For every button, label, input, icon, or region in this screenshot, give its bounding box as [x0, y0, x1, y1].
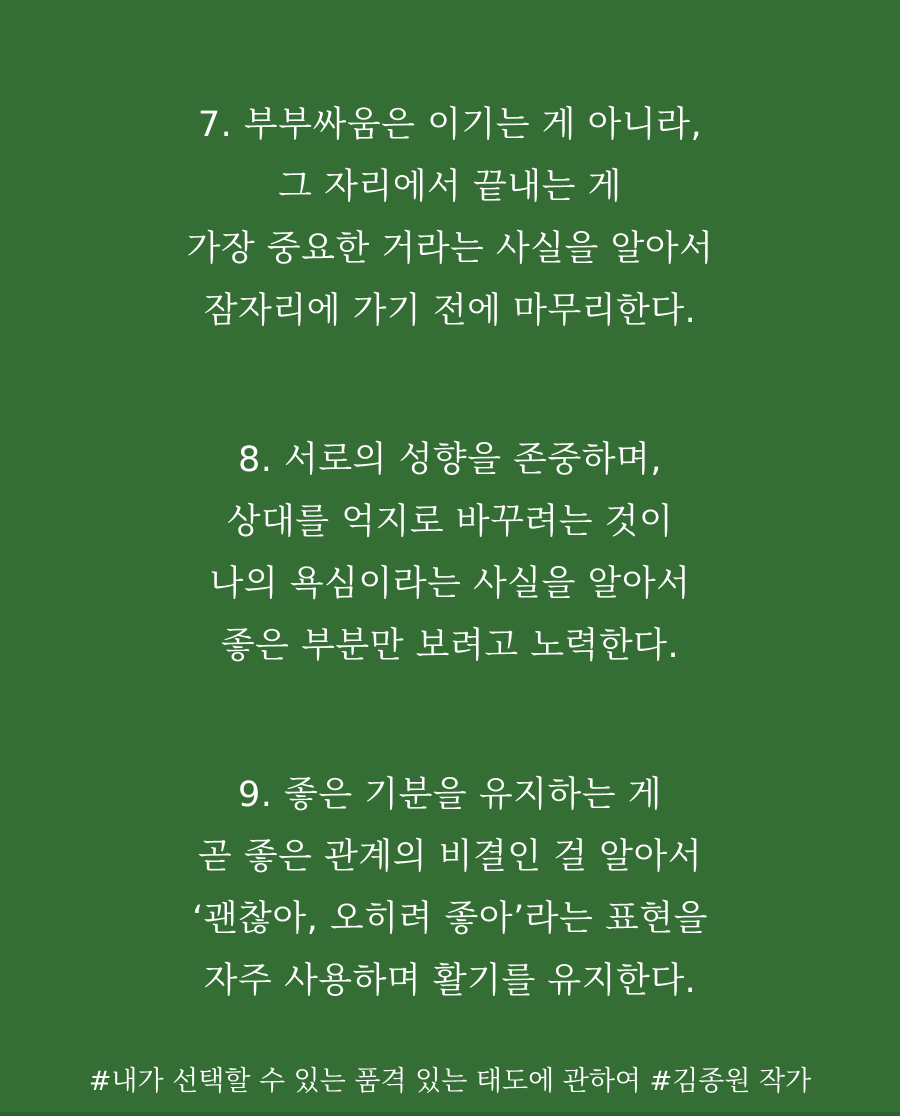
- paragraph-line: 잠자리에 가기 전에 마무리한다.: [203, 291, 697, 331]
- paragraph-9: [0, 764, 900, 1012]
- paragraph-line: 상대를 억지로 바꾸려는 것이: [226, 502, 674, 542]
- paragraph-line: 7. 부부싸움은 이기는 게 아니라,: [197, 105, 703, 145]
- paragraph-line: 8. 서로의 성향을 존중하며,: [238, 440, 662, 480]
- hashtag-footer: #내가 선택할 수 있는 품격 있는 태도에 관하여 #김종원 작가: [88, 1066, 812, 1097]
- bottom-divider: [0, 1112, 900, 1116]
- paragraph-line: 자주 사용하며 활기를 유지한다.: [203, 961, 697, 1001]
- paragraph-8: [0, 429, 900, 677]
- paragraph-line: ‘괜찮아, 오히려 좋아’라는 표현을: [192, 899, 708, 939]
- paragraph-7: [0, 94, 900, 342]
- paragraph-line: 그 자리에서 끝내는 게: [278, 167, 622, 207]
- paragraph-line: 곧 좋은 관계의 비결인 걸 알아서: [197, 837, 703, 877]
- paragraph-line: 나의 욕심이라는 사실을 알아서: [209, 564, 691, 604]
- paragraph-line: 9. 좋은 기분을 유지하는 게: [238, 775, 662, 815]
- paragraph-line: 가장 중요한 거라는 사실을 알아서: [186, 229, 714, 269]
- paragraph-line: 좋은 부분만 보려고 노력한다.: [220, 626, 680, 666]
